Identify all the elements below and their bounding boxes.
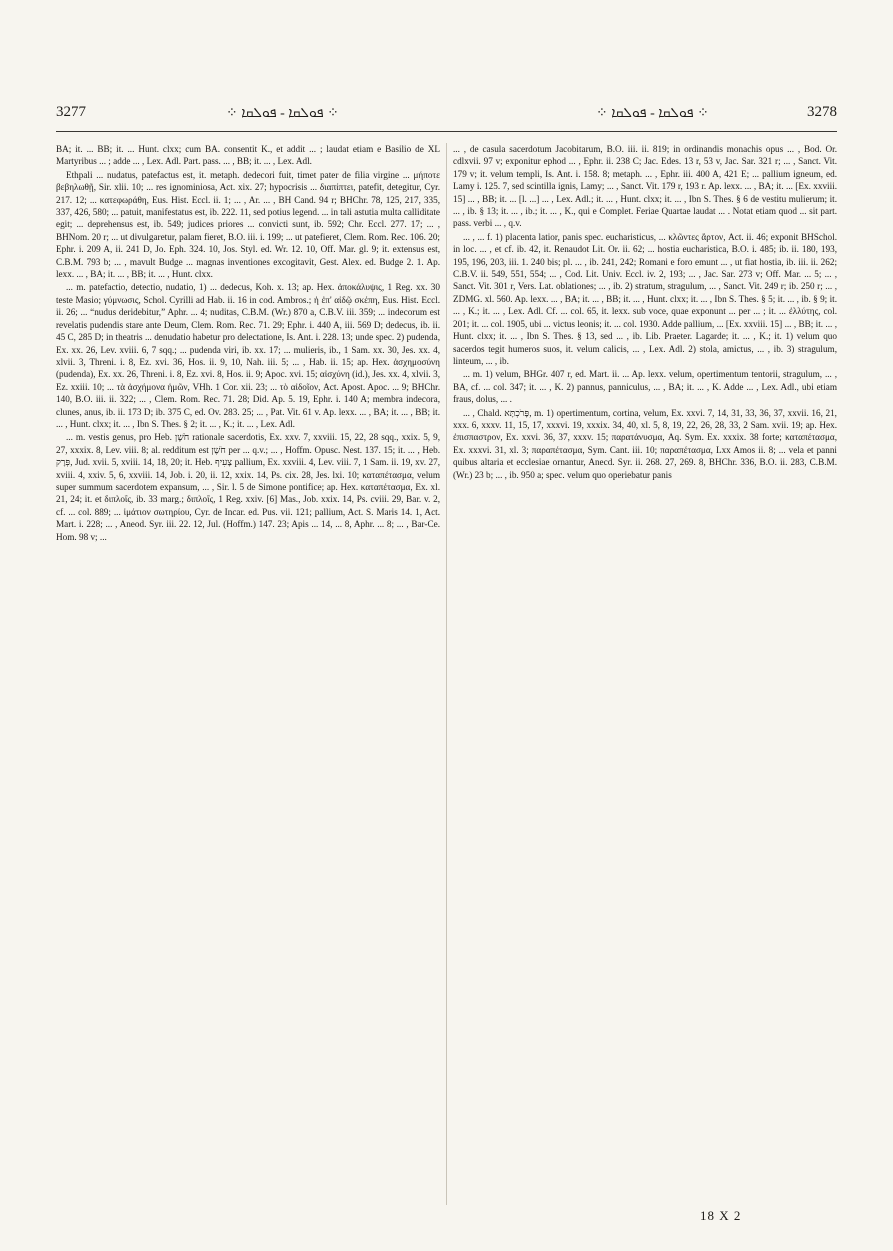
printer-signature: 18 X 2	[700, 1208, 742, 1223]
entry-paragraph: BA; it. ... BB; it. ... Hunt. clxx; cum BA. consentit K., et addit ... ; laudat etiam e Basilio de XL Martyribus ... ; adde ... , Lex. Adl. Part. pass. ... , BB; it. ... , Lex. Adl.	[56, 144, 440, 167]
entry-paragraph: ... , ... f. 1) placenta latior, panis spec. eucharisticus, ... κλῶντες ἄρτον, Act. ii. 46; exponit BHSchol. in loc. ... , et cf. ib. 42, it. Renaudot Lit. Or. ii. 62; ... hostia eucharistica, B.O. i. 485; ib. ii. 180, 193, 195, 196, 203, iii. 1. 240 bis; pl. ... , ib. 241, 242; Romani e foro emunt ... , ut fiat hostia, ib. iii. ii. 262; C.B.V. ii. 549, 551, 554; ... , Cod. Lit. Univ. Eccl. iv. 2, 193; ... , Jac. Sar. 273 v; Off. Mar. ... 5; ... , Sanct. Vit. 301 r, Vers. Lat. oblationes; ... , ib. 2) stratum, stragulum, ... , Sanct. Vit. 249 r; ib. 250 r; ... , ZDMG. xl. 560. Ap. lexx. ... , BA; it. ... , BB; it. ... , Hunt. clxx; it. ... , Ibn S. Thes. § 5; it. ... , ib. § 9; it. ... , K.; it. ... , Lex. Adl. Cf. ... col. 65, it. lexx. sub voce, quae exponunt ... per ... ; it. ... ἐλλύτης, col. 201; it. ... col. 1905, ubi ... victus leonis; it. ... col. 1930. Adde pallium, ... [Ex. xxviii. 15] ... , BB; it. ... , Hunt. clxx; it. ... , Ibn S. Thes. § 13, sed ... , ib. Lib. Praeter. Lagarde; it. ... , K.; it. 1) velum quo sacerdos tegit humeros suos, it. velum calicis, ... , Lex. Adl. 2) stola, amictus, ... , ib. 3) stragulum, linteum, ... , ib.	[453, 231, 837, 366]
left-column	[56, 143, 440, 1203]
entry-paragraph: ... m. vestis genus, pro Heb. חֹשֶׁן rationale sacerdotis, Ex. xxv. 7, xxviii. 15, 22, 28 sqq., xxix. 5, 9, 27, xxxix. 8, Lev. viii. 8; al. redditum est חֹשֶׁן per ... q.v.; ... , Hoffm. Opusc. Nest. 137. 15; it. ... , Heb. פְּרָק, Jud. xvii. 5, xviii. 14, 18, 20; it. Heb. צָעִיף pallium, Ex. xxviii. 4, Lev. viii. 7, 1 Sam. ii. 19, xv. 27, xviii. 4, xxiv. 5, 6, xxviii. 14, Job. i. 20, ii. 12, xxix. 14, Ps. cix. 28, Jes. lxi. 10; καταπέτασμα, velum super summum sacerdotem expansum, ... , Sir. l. 5 de Simone pontifice; ap. Hex. καταπέτασμα, Ex. xl. 21, 24; it. et διπλοΐς, ib. 33 marg.; διπλοΐς, 1 Reg. xxiv. [6] Mas., Job. xxix. 14, Ps. cviii. 29, Bar. v. 2, cf. ... col. 889; ... ἱμάτιον σωτηρίου, Cyr. de Incar. ed. Pus. vii. 121; pallium, Act. S. Maris 14. 1, Act. Mart. i. 228; ... , Aneod. Syr. iii. 22. 12, Jul. (Hoffm.) 147. 23; Apis ... 14, ... 8, Aphr. ... 8; ... , Bar-Ce. Hom. 98 v; ...	[56, 432, 440, 542]
header-rule	[56, 131, 837, 132]
page-header	[56, 104, 837, 126]
entry-paragraph: ... , de casula sacerdotum Jacobitarum, B.O. iii. ii. 819; in ordinandis monachis opus ... , Bod. Or. cdlxvii. 97 v; exponitur ephod ... , Ephr. ii. 238 C; Jac. Edes. 13 r, 53 v, Jac. Sar. 321 r; ... , Sanct. Vit. 179 v; it. velum templi, Is. Ant. i. 158. 8; metaph. ... , Ephr. iii. 400 A, 421 E; ... pallium igneum, ed. Lamy i. 125. 7, sed scintilla ignis, Lamy; ... , Sanct. Vit. 179 r, 193 r. Ap. lexx. ... , BA; it. ... [Ex. xxviii. 15] ... , BB; it. ... [l. ...] ... , Lex. Adl.; it. ... , Hunt. clxx; it. ... , Ibn S. Thes. § 6 de vestitu mulierum; it. ... , ib. § 13; it. ... , ib.; it. ... , K., qui e Complet. Feriae Quartae laudat ... . Notat etiam quod ... sit part. pass. verbi ... , q.v.	[453, 144, 837, 229]
right-page-number: 3278	[807, 104, 837, 120]
right-running-title: ⁘ ܦܘܠܩܐ - ܦܘܠܩܐ ⁘	[596, 106, 709, 121]
entry-paragraph: ... m. 1) velum, BHGr. 407 r, ed. Mart. ii. ... Ap. lexx. velum, opertimentum tentorii, stragulum, ... , BA, cf. ... col. 347; it. ... , K. 2) pannus, panniculus, ... , BA; it. ... , K. Adde ... , Lex. Adl., ubi etiam fraus, dolus, ... .	[453, 369, 837, 405]
left-page-number: 3277	[56, 104, 86, 120]
left-running-title: ⁘ ܦܘܠܩܐ - ܦܘܠܩܐ ⁘	[226, 106, 339, 121]
entry-paragraph: ... , Chald. פָּרֹכְתָּא, m. 1) opertimentum, cortina, velum, Ex. xxvi. 7, 14, 31, 33, 36, 37, xxvii. 16, 21, xxx. 6, xxxv. 11, 15, 17, xxxvi. 19, xxxix. 34, 40, xl. 5, 8, 19, 22, 26, 28, 33, 2 Sam. xvii. 19; ap. Hex. ἐπισπαστρον, Ex. xxvi. 36, 37, xxxv. 15; παρατάνυσμα, Aq. Sym. Ex. xxxix. 38 forte; καταπέτασμα, Ex. xxxvi. 31, xl. 3; παραπέτασμα, Sym. Cant. iii. 10; παραπέτασμα, Lxx Amos ii. 8; ... vela et panni quibus altaria et ecclesiae ornantur, Anecd. Syr. ii. 268. 27, 269. 8, BHChr. 336, B.O. ii. 283, C.B.M. (Wr.) 23 b; ... , ib. 950 a; spec. velum quo operiebatur panis	[453, 407, 837, 480]
entry-paragraph: ... m. patefactio, detectio, nudatio, 1) ... dedecus, Koh. x. 13; ap. Hex. ἀποκάλυψις, 1 Reg. xx. 30 teste Masio; γύμνωσις, Schol. Cyrilli ad Hab. ii. 16 in cod. Ambros.; ἡ ἐπ' αἰδῷ σκέπη, Eus. Hist. Eccl. ii. 26; ... “nudus deridebitur,” Aphr. ... 4; nuditas, C.B.M. (Wr.) 870 a, C.B.V. iii. 359; ... indecorum est revelatis pudendis stare ante Deum, Clem. Rom. Rec. 71. 29; Ephr. i. 440 A, iii. 569 D; dedecus, ib. ii. 45 C, 285 D; in theatris ... denudatio habetur pro delectatione, Is. Ant. i. 228. 13; unde spec. 2) pudenda, Ex. xx. 26, Lev. xviii. 6, 7 sqq.; ... pudenda viri, ib. xx. 17; ... mulieris, ib., 1 Sam. xx. 30, Jes. xx. 4, xlvii. 3, Threni. i. 8, Ez. xvi. 36, Hos. ii. 9, 10, Nah. iii. 5; ... , Hab. ii. 15; ap. Hex. ἀσχημοσύνη (pudenda), Ex. xx. 26, Threni. i. 8, Ez. xvi. 8, Hos. ii. 9; Apoc. xvi. 15; αἰσχύνη (id.), Jes. xx. 4, xlvii. 3, Ez. xxiii. 10; ... τὰ ἀσχήμονα ἡμῶν, VHh. 1 Cor. xii. 23; ... τὸ αἰδοῖον, Act. Apost. Apoc. ... 9; BHChr. 140, B.O. iii. ii. 322; ... , Clem. Rom. Rec. 71. 28; Did. Ap. 5. 19, Ephr. i. 140 A; membra indecora, clunes, anus, ib. ii. 173 D; ib. 375 C, ed. Ov. 283. 25; ... , Pat. Vit. 61 v. Ap. lexx. ... , BA; it. ... , BB; it. ... , Hunt. clxx; it. ... , Ibn S. Thes. § 2; it. ... , K.; it. ... , Lex. Adl.	[56, 282, 440, 429]
right-column	[453, 143, 837, 1203]
column-divider	[446, 143, 447, 1205]
entry-paragraph: Ethpali ... nudatus, patefactus est, it. metaph. dedecori fuit, timet pater de filia virgine ... μήποτε βεβηλωθῇ, Sir. xlii. 10; ... res ignominiosa, Act. xix. 27; hypocrisis ... διαπίπτει, patefit, detegitur, Cyr. 217. 12; ... κατεφωράθη, Eus. Hist. Eccl. ii. 1; ... , Ar. ... , BH Cand. 94 r; BHChr. 78, 125, 217, 335, 337, 426, 580; ... patuit, manifestatus est, ib. 222. 11, sed potius legend. ... in tali astutia multa calliditate egit; ... deprehensus est, ib. 549; judices priores ... convicti sunt, ib. 592; Chr. Eccl. 277. 17; ... , BHNom. 20 r; ... ut divulgaretur, palam fieret, B.O. iii. i. 199; ... ut patefieret, Clem. Rom. Rec. 106. 20; Ephr. i. 209 A, ii. 241 D, Jo. Eph. 324. 10, Jos. Styl. ed. Wr. 12. 10, Off. Mar. gl. 9; it. extensus est, C.B.M. 793 b; ... , mavult Budge ... magnas inventiones excogitavit, Gest. Alex. ed. Budge 2. 1. Ap. lexx. ... , BA; it. ... , BB; it. ... , Hunt. clxx.	[56, 169, 440, 280]
